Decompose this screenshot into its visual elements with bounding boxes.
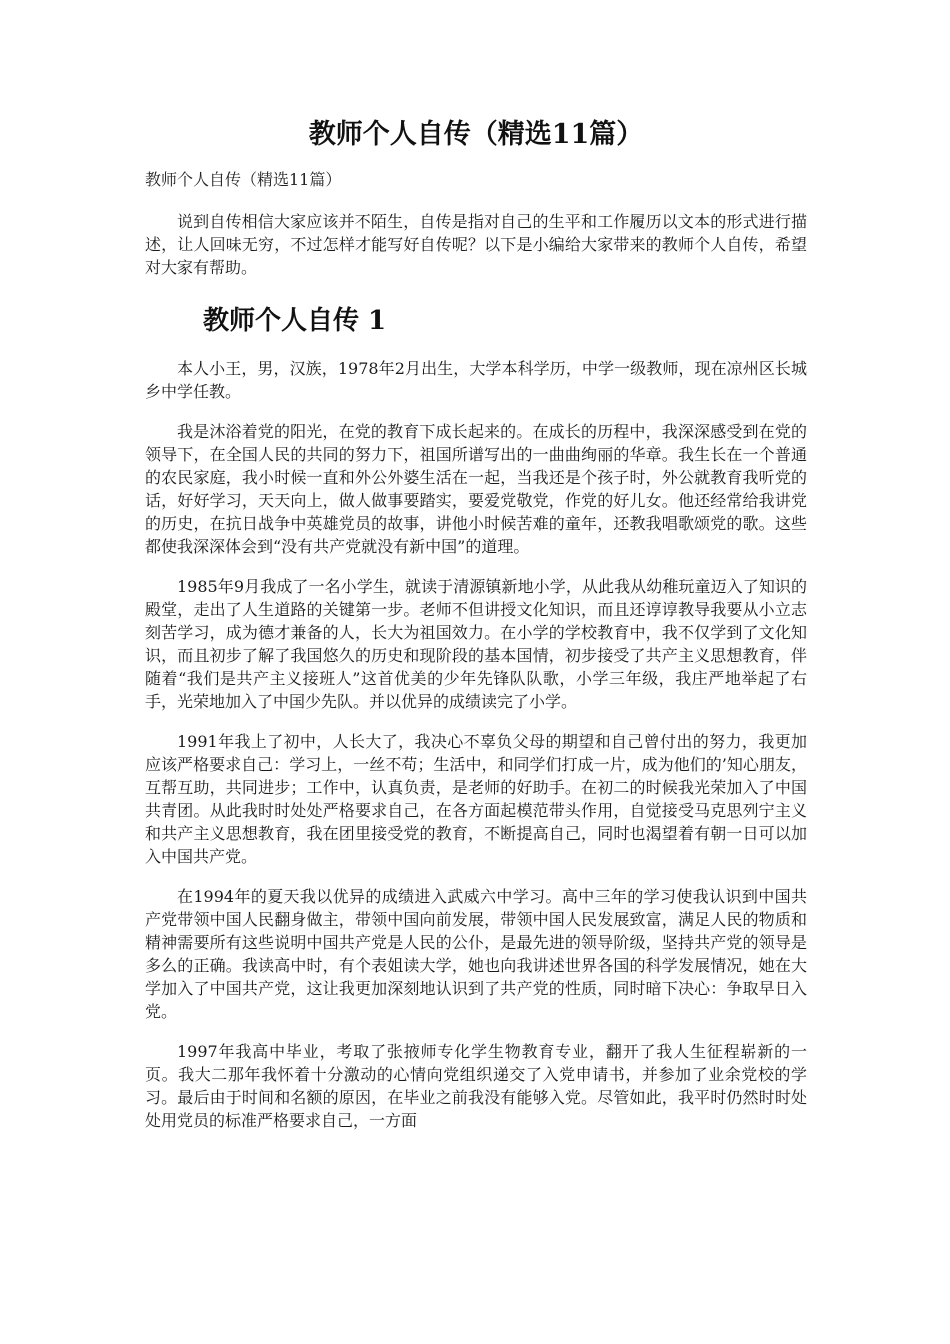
body-paragraph-1: 本人小王，男，汉族，1978年2月出生，大学本科学历，中学一级教师，现在凉州区长城乡中学任教。 (145, 359, 807, 401)
body-paragraph-6: 1997年我高中毕业，考取了张掖师专化学生物教育专业，翻开了我人生征程崭新的一页。我大二那年我怀着十分激动的心情向党组织递交了入党申请书，并参加了业余党校的学习。最后由于时间和名额的原因，在毕业之前我没有能够入党。尽管如此，我平时仍然时时处处用党员的标准严格要求自己，一方面 (145, 1042, 807, 1130)
body-paragraph-4: 1991年我上了初中，人长大了，我决心不辜负父母的期望和自己曾付出的努力，我更加应该严格要求自己：学习上，一丝不苟；生活中，和同学们打成一片，成为他们的’知心朋友，互帮互助，共同进步；工作中，认真负责，是老师的好助手。在初二的时候我光荣加入了中国共青团。从此我时时处处严格要求自己，在各方面起模范带头作用，自觉接受马克思列宁主义和共产主义思想教育，我在团里接受党的教育，不断提高自己，同时也渴望着有朝一日可以加入中国共产党。 (145, 732, 807, 866)
body-paragraph-3: 1985年9月我成了一名小学生，就读于清源镇新地小学，从此我从幼稚玩童迈入了知识的殿堂，走出了人生道路的关键第一步。老师不但讲授文化知识，而且还谆谆教导我要从小立志刻苦学习，成为德才兼备的人，长大为祖国效力。在小学的学校教育中，我不仅学到了文化知识，而且初步了解了我国悠久的历史和现阶段的基本国情，初步接受了共产主义思想教育，伴随着“我们是共产主义接班人”这首优美的少年先锋队队歌，小学三年级，我庄严地举起了右手，光荣地加入了中国少先队。并以优异的成绩读完了小学。 (145, 577, 807, 711)
document-title: 教师个人自传（精选11篇） (308, 119, 644, 150)
body-paragraph-5: 在1994年的夏天我以优异的成绩进入武威六中学习。高中三年的学习使我认识到中国共产党带领中国人民翻身做主，带领中国向前发展，带领中国人民发展致富，满足人民的物质和精神需要所有这些说明中国共产党是人民的公仆，是最先进的领导阶级，坚持共产党的领导是多么的正确。我读高中时，有个表姐读大学，她也向我讲述世界各国的科学发展情况，她在大学加入了中国共产党，这让我更加深刻地认识到了共产党的性质，同时暗下决心：争取早日入党。 (145, 887, 807, 1021)
intro-paragraph: 说到自传相信大家应该并不陌生，自传是指对自己的生平和工作履历以文本的形式进行描述，让人回味无穷，不过怎样才能写好自传呢？以下是小编给大家带来的教师个人自传，希望对大家有帮助。 (145, 212, 807, 277)
body-paragraph-2: 我是沐浴着党的阳光，在党的教育下成长起来的。在成长的历程中，我深深感受到在党的领导下，在全国人民的共同的努力下，祖国所谱写出的一曲曲绚丽的华章。我生长在一个普通的农民家庭，我小时候一直和外公外婆生活在一起，当我还是个孩子时，外公就教育我听党的话，好好学习，天天向上，做人做事要踏实，要爱党敬党，作党的好儿女。他还经常给我讲党的历史，在抗日战争中英雄党员的故事，讲他小时候苦难的童年，还教我唱歌颂党的歌。这些都使我深深体会到“没有共产党就没有新中国”的道理。 (145, 422, 807, 556)
section-heading: 教师个人自传 1 (203, 306, 387, 336)
document-subtitle: 教师个人自传（精选11篇） (145, 170, 342, 189)
